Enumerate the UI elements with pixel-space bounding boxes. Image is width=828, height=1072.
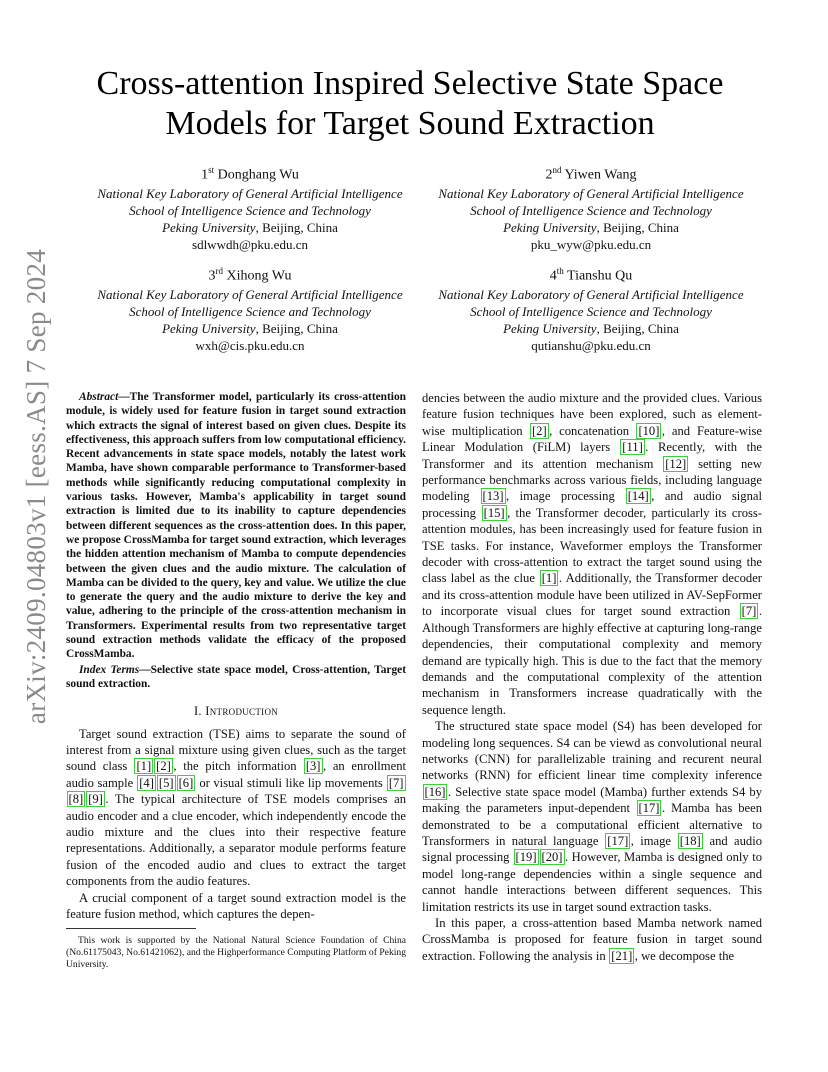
- footnote: This work is supported by the National Natural Science Foundation of China (No.61175043, No.61421062), and the Highperformance Computing Platform of Peking University.: [66, 935, 406, 970]
- author-email: sdlwwdh@pku.edu.cn: [192, 236, 308, 252]
- author-email: qutianshu@pku.edu.cn: [531, 337, 651, 353]
- text-run: . Selective state space model (Mamba) further extends S4 by making the parameters input-dependent: [422, 784, 762, 816]
- author-university: Peking University, Beijing, China: [162, 320, 338, 336]
- citation-link[interactable]: [1]: [136, 759, 152, 774]
- citation-link[interactable]: [10]: [638, 423, 660, 438]
- text-run: or visual stimuli like lip movements: [195, 775, 387, 790]
- paragraph: [422, 915, 762, 964]
- citation-link[interactable]: [3]: [305, 759, 321, 774]
- section-heading-introduction: I. Introduction: [193, 704, 279, 719]
- paragraph: [422, 718, 762, 915]
- text-run: . Mamba has been demonstrated to be a computational efficient alternative to Transformers in natural language: [422, 801, 762, 848]
- author-block-1: [64, 162, 436, 253]
- author-name: 1st Donghang Wu: [201, 165, 299, 183]
- abstract: [66, 390, 406, 662]
- text-run: setting new performance benchmarks across various fields, including language modeling: [422, 456, 762, 504]
- citation-link[interactable]: [7]: [388, 775, 404, 790]
- citation-link[interactable]: [18]: [679, 833, 701, 848]
- left-column: [66, 390, 406, 923]
- paper-title: Cross-attention Inspired Selective State Space Models for Target Sound Extraction: [96, 65, 724, 142]
- index-terms-label: Index Terms: [79, 663, 140, 676]
- author-email: wxh@cis.pku.edu.cn: [195, 337, 305, 353]
- author-school: School of Intelligence Science and Technology: [129, 303, 371, 319]
- author-name: 3rd Xihong Wu: [208, 266, 292, 284]
- author-affiliation: National Key Laboratory of General Artificial Intelligence: [438, 185, 744, 201]
- text-run: The structured state space model (S4) has been developed for modeling long sequences. S4 can be viewd as convolutional neural networks (CNN) for parallelizable training and recurent neural networks (RNN) for efficient linear time complexity inference: [422, 719, 762, 783]
- paragraph: [66, 726, 406, 890]
- author-name: 4th Tianshu Qu: [549, 266, 633, 284]
- text-run: , image: [630, 833, 678, 848]
- text-run: , image processing: [506, 489, 626, 504]
- author-university: Peking University, Beijing, China: [162, 219, 338, 235]
- paragraph: [422, 390, 762, 718]
- left-body-text: [66, 726, 406, 923]
- text-run: A crucial component of a target sound extraction model is the feature fusion method, which captures the depen-: [66, 890, 406, 922]
- citation-link[interactable]: [13]: [482, 489, 504, 504]
- author-school: School of Intelligence Science and Technology: [470, 303, 712, 319]
- text-run: . Although Transformers are highly effective at capturing long-range dependencies, their computational complexity and memory demand are typically high. This is due to the fact that the memory demands and the computational complexity of the attention mechanism in Transformers increase quadratically with the sequence length.: [422, 604, 762, 717]
- abstract-text: —The Transformer model, particularly its cross-attention module, is widely used for feature fusion in target sound extraction which extracts the signal of interest based on given clues. Despite its effectiveness, this approach suffers from low computational efficiency. Recent advancements in state space models, notably the latest work Mamba, have shown comparable performance to Transformer-based methods while significantly reducing computational complexity in various tasks. However, Mamba's applicability in target sound extraction is limited due to its inability to capture dependencies between different sequences as the cross-attention does. In this paper, we propose CrossMamba for target sound extraction, which leverages the hidden attention mechanism of Mamba to compute dependencies between the given clues and the audio mixture. The calculation of Mamba can be divided to the query, key and value. We utilize the clue to generate the query and the audio mixture to derive the key and value, adhering to the principle of the cross-attention mechanism in Transformers. Experimental results from two representative target sound extraction methods validate the efficacy of the proposed CrossMamba.: [66, 391, 406, 661]
- text-run: In this paper, a cross-attention based Mamba network named CrossMamba is proposed for feature fusion in target sound extraction. Following the analysis in: [422, 916, 762, 963]
- text-run: , and Feature-wise Linear Modulation (FiLM) layers: [422, 423, 762, 455]
- citation-link[interactable]: [4]: [139, 775, 154, 790]
- citation-link[interactable]: [5]: [158, 775, 174, 790]
- author-affiliation: National Key Laboratory of General Artificial Intelligence: [97, 286, 403, 302]
- text-run: . However, Mamba is designed only to model long-range dependencies within a single sequence and cannot handle interactions between different sequences. This limitation restricts its use in target sound extraction tasks.: [422, 850, 762, 914]
- text-run: , the pitch information: [173, 759, 304, 774]
- arxiv-identifier: arXiv:2409.04803v1 [eess.AS] 7 Sep 2024: [21, 248, 52, 724]
- text-run: and audio signal processing: [422, 833, 762, 865]
- right-column: [422, 390, 762, 964]
- text-run: , and audio signal processing: [422, 489, 762, 520]
- citation-link[interactable]: [14]: [627, 489, 649, 504]
- author-name: 2nd Yiwen Wang: [545, 165, 637, 183]
- text-run: , the Transformer decoder, particularly its cross-attention modules, has been increasingly used for feature fusion in TSE tasks. For instance, Waveformer employs the Transformer decoder with cross-attention to extract the target sound using the class label as the clue: [422, 505, 762, 586]
- citation-link[interactable]: [9]: [88, 792, 103, 807]
- citation-link[interactable]: [20]: [541, 850, 563, 865]
- index-terms: [66, 663, 406, 692]
- author-block-3: [64, 263, 436, 354]
- citation-link[interactable]: [2]: [156, 759, 171, 774]
- author-email: pku_wyw@pku.edu.cn: [530, 236, 652, 252]
- citation-link[interactable]: [19]: [515, 850, 537, 865]
- citation-link[interactable]: [8]: [68, 792, 84, 807]
- citation-link[interactable]: [6]: [178, 775, 194, 790]
- text-run: , an enrollment audio sample: [66, 759, 406, 790]
- author-affiliation: National Key Laboratory of General Artificial Intelligence: [438, 286, 744, 302]
- text-run: , concatenation: [549, 423, 636, 438]
- citation-link[interactable]: [17]: [638, 801, 660, 816]
- text-run: dencies between the audio mixture and the provided clues. Various feature fusion techniques have been explored, such as element-wise multiplication: [422, 391, 762, 438]
- abstract-label: Abstract: [79, 391, 119, 403]
- author-university: Peking University, Beijing, China: [503, 320, 679, 336]
- author-block-2: [405, 162, 777, 253]
- author-block-4: [405, 263, 777, 354]
- citation-link[interactable]: [16]: [424, 784, 446, 799]
- author-affiliation: National Key Laboratory of General Artificial Intelligence: [97, 185, 403, 201]
- text-run: . Recently, with the Transformer and its attention mechanism: [422, 440, 762, 471]
- citation-link[interactable]: [12]: [665, 456, 687, 471]
- text-run: . Additionally, the Transformer decoder and its cross-attention module have been utilized in AV-SepFormer to incorporate visual clues for target sound extraction: [422, 571, 762, 619]
- arxiv-sidebar: [20, 248, 54, 724]
- paragraph: [66, 890, 406, 923]
- citation-link[interactable]: [2]: [531, 423, 547, 438]
- footnote-rule: [66, 928, 196, 929]
- text-run: . The typical architecture of TSE models comprises an audio encoder and a clue encoder, which independently encode the audio mixture and the clues into their respective feature representations. Additionally, a separator module performs feature fusion of the encoded audio and clues to extract the target components from the audio features.: [66, 792, 406, 889]
- citation-link[interactable]: [21]: [611, 948, 633, 963]
- citation-link[interactable]: [17]: [607, 833, 629, 848]
- author-school: School of Intelligence Science and Technology: [129, 202, 371, 218]
- text-run: Target sound extraction (TSE) aims to separate the sound of interest from a signal mixture using given clues, such as the target sound class: [66, 726, 406, 774]
- text-run: , we decompose the: [634, 948, 735, 963]
- author-school: School of Intelligence Science and Technology: [470, 202, 712, 218]
- citation-link[interactable]: [15]: [483, 505, 505, 520]
- citation-link[interactable]: [11]: [622, 440, 643, 455]
- index-terms-text: —Selective state space model, Cross-attention, Target sound extraction.: [66, 663, 406, 690]
- citation-link[interactable]: [7]: [741, 604, 757, 619]
- citation-link[interactable]: [1]: [541, 571, 557, 586]
- author-university: Peking University, Beijing, China: [503, 219, 679, 235]
- right-body-text: [422, 390, 762, 964]
